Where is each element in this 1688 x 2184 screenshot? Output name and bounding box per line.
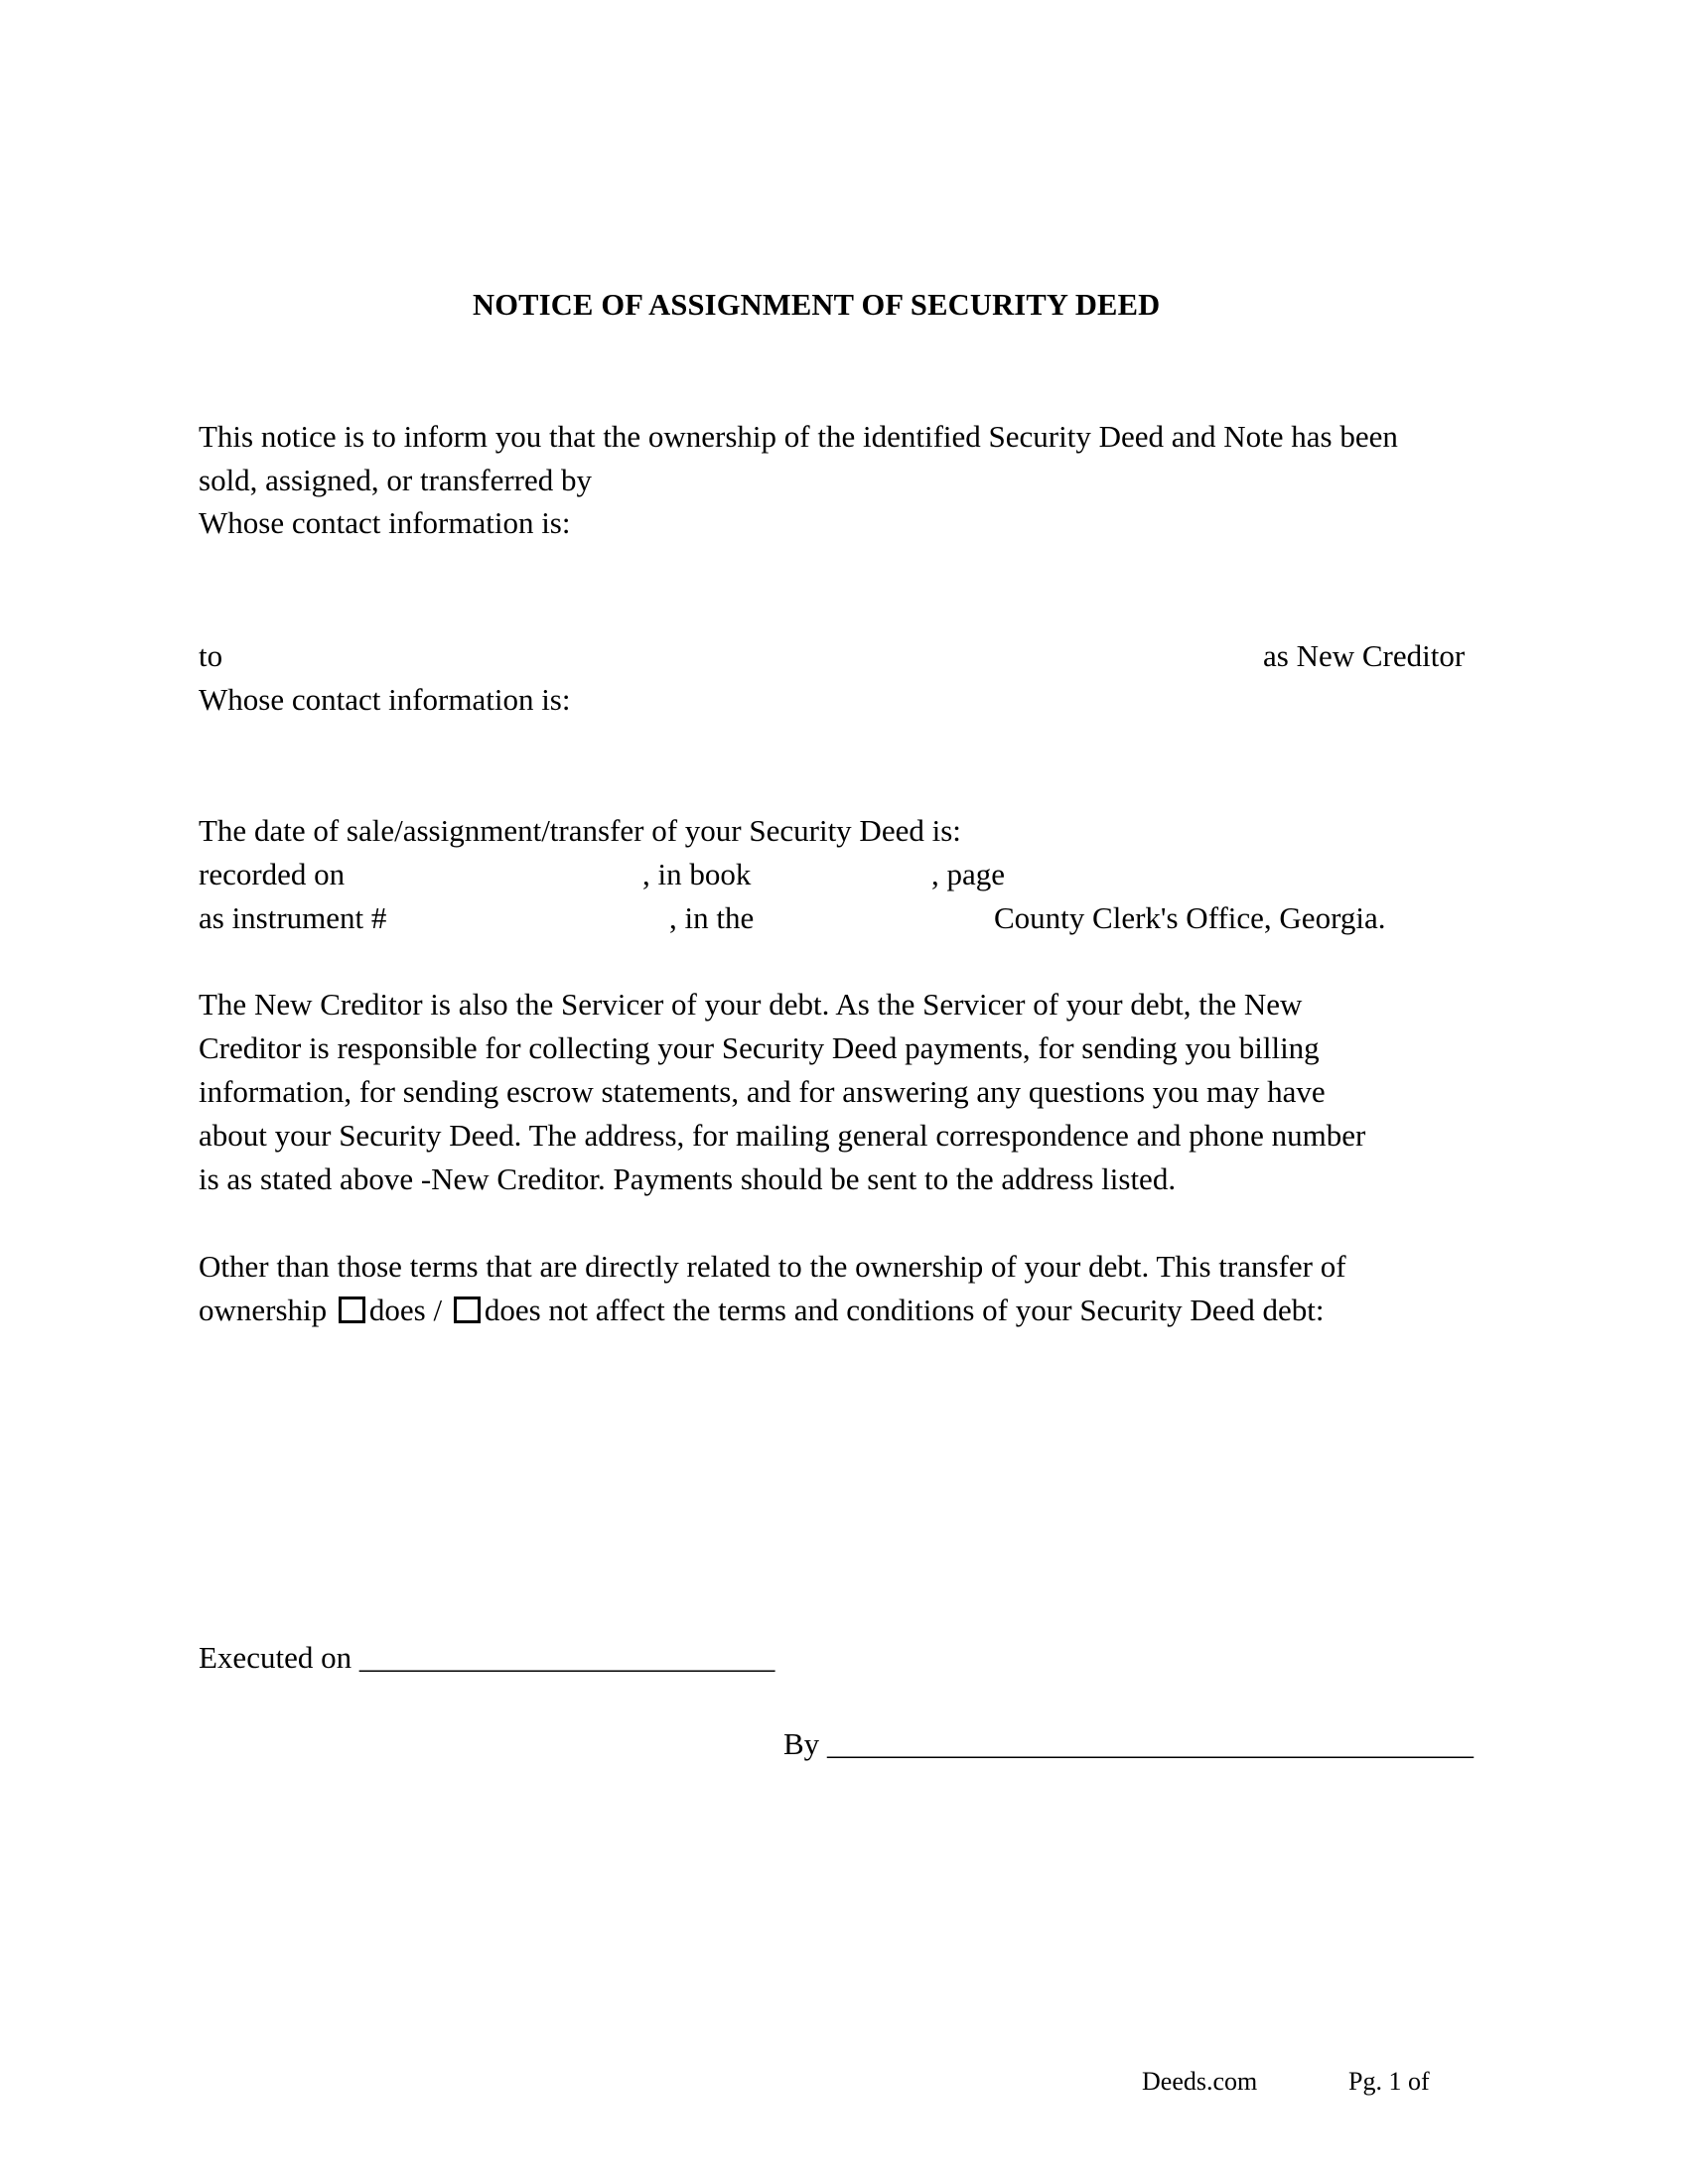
document-title: NOTICE OF ASSIGNMENT OF SECURITY DEED: [473, 288, 1161, 322]
servicer-line-4: about your Security Deed. The address, for mailing general correspondence and phone number: [199, 1118, 1366, 1153]
intro-line-2: sold, assigned, or transferred by: [199, 463, 593, 497]
signature-line[interactable]: __________________________________________: [826, 1726, 1474, 1761]
contact-info-label-2: Whose contact information is:: [199, 682, 571, 717]
servicer-line-1: The New Creditor is also the Servicer of your debt. As the Servicer of your debt, the New: [199, 987, 1303, 1022]
page-label: , page: [931, 857, 1006, 891]
executed-on-label: Executed on: [199, 1640, 352, 1675]
signature-row: [783, 1728, 1474, 1759]
to-label: to: [199, 638, 223, 673]
transfer-date-line: The date of sale/assignment/transfer of your Security Deed is:: [199, 813, 961, 848]
terms-line-1: Other than those terms that are directly related to the ownership of your debt. This transfer of: [199, 1249, 1346, 1284]
does-not-label: does not affect the terms and conditions of your Security Deed debt:: [484, 1293, 1325, 1327]
footer-page-number: Pg. 1 of: [1348, 2067, 1430, 2096]
contact-info-label-1: Whose contact information is:: [199, 505, 571, 540]
instrument-label: as instrument #: [199, 900, 387, 935]
in-book-label: , in book: [642, 857, 752, 891]
by-label: By: [783, 1726, 820, 1761]
footer-site: Deeds.com: [1142, 2067, 1258, 2096]
intro-line-1: This notice is to inform you that the ownership of the identified Security Deed and Note has been: [199, 419, 1398, 454]
executed-on-row: [199, 1642, 774, 1673]
does-label: does /: [368, 1293, 443, 1327]
ownership-label: ownership: [199, 1293, 328, 1327]
in-the-label: , in the: [669, 900, 755, 935]
does-not-checkbox[interactable]: [454, 1297, 481, 1323]
servicer-line-3: information, for sending escrow statements, and for answering any questions you may have: [199, 1074, 1326, 1109]
new-creditor-label: as New Creditor: [1263, 638, 1466, 673]
servicer-line-5: is as stated above -New Creditor. Payments should be sent to the address listed.: [199, 1161, 1177, 1196]
servicer-line-2: Creditor is responsible for collecting your Security Deed payments, for sending you billing: [199, 1030, 1320, 1065]
terms-line-2: [199, 1295, 1325, 1325]
recorded-on-label: recorded on: [199, 857, 346, 891]
executed-date-line[interactable]: ___________________________: [358, 1640, 775, 1675]
county-clerk-label: County Clerk's Office, Georgia.: [994, 900, 1386, 935]
does-checkbox[interactable]: [339, 1297, 365, 1323]
